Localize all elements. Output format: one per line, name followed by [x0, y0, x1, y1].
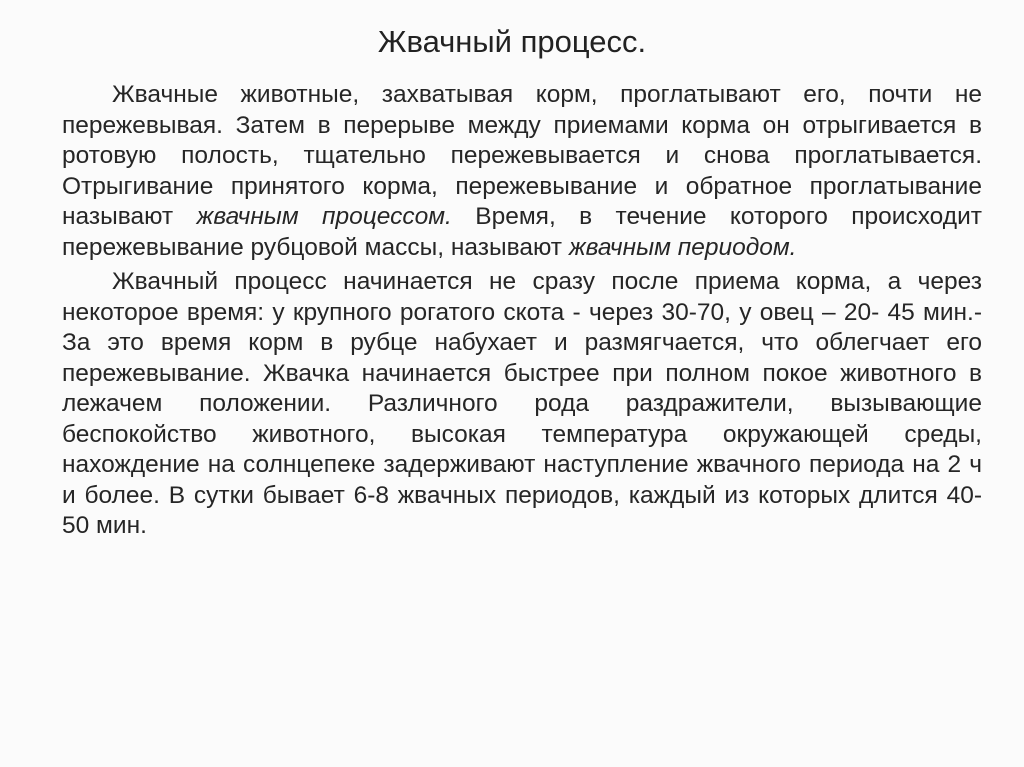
slide-title: Жвачный процесс. [377, 24, 647, 59]
paragraph-1-text-a: Жвачные животные, захватывая корм, проглатывают его, почти не пережевывая. Затем в перерыве между приемами корма он отрыгивается в ротовую полость, тщательно пережевывается и снова проглатывается. Отрыгивание принятого корма, пережевывание и обратное проглатывание называют [62, 81, 982, 230]
slide-body [62, 80, 982, 546]
paragraph-2-text: Жвачный процесс начинается не сразу после приема корма, а через некоторое время: у крупного рогатого скота - через 30-70, у овец – 20- 45 мин.- За это время корм в рубце набухает и размягчается, что облегчает его пережевывание. Жвачка начинается быстрее при полном покое животного в лежачем положении. Различного рода раздражители, вызывающие беспокойство животного, высокая температура окружающей среды, нахождение на солнцепеке задерживают наступление жвачного периода на 2 ч и более. В сутки бывает 6-8 жвачных периодов, каждый из которых длится 40-50 мин. [62, 268, 982, 539]
term-zhvachny-period: жвачным периодом. [568, 233, 797, 261]
paragraph-1-text-b: Время, в течение которого происходит пережевывание рубцовой массы, называют [62, 203, 982, 261]
paragraph-1 [62, 80, 982, 263]
paragraph-2 [62, 267, 982, 542]
term-zhvachny-process: жвачным процессом. [196, 203, 452, 230]
